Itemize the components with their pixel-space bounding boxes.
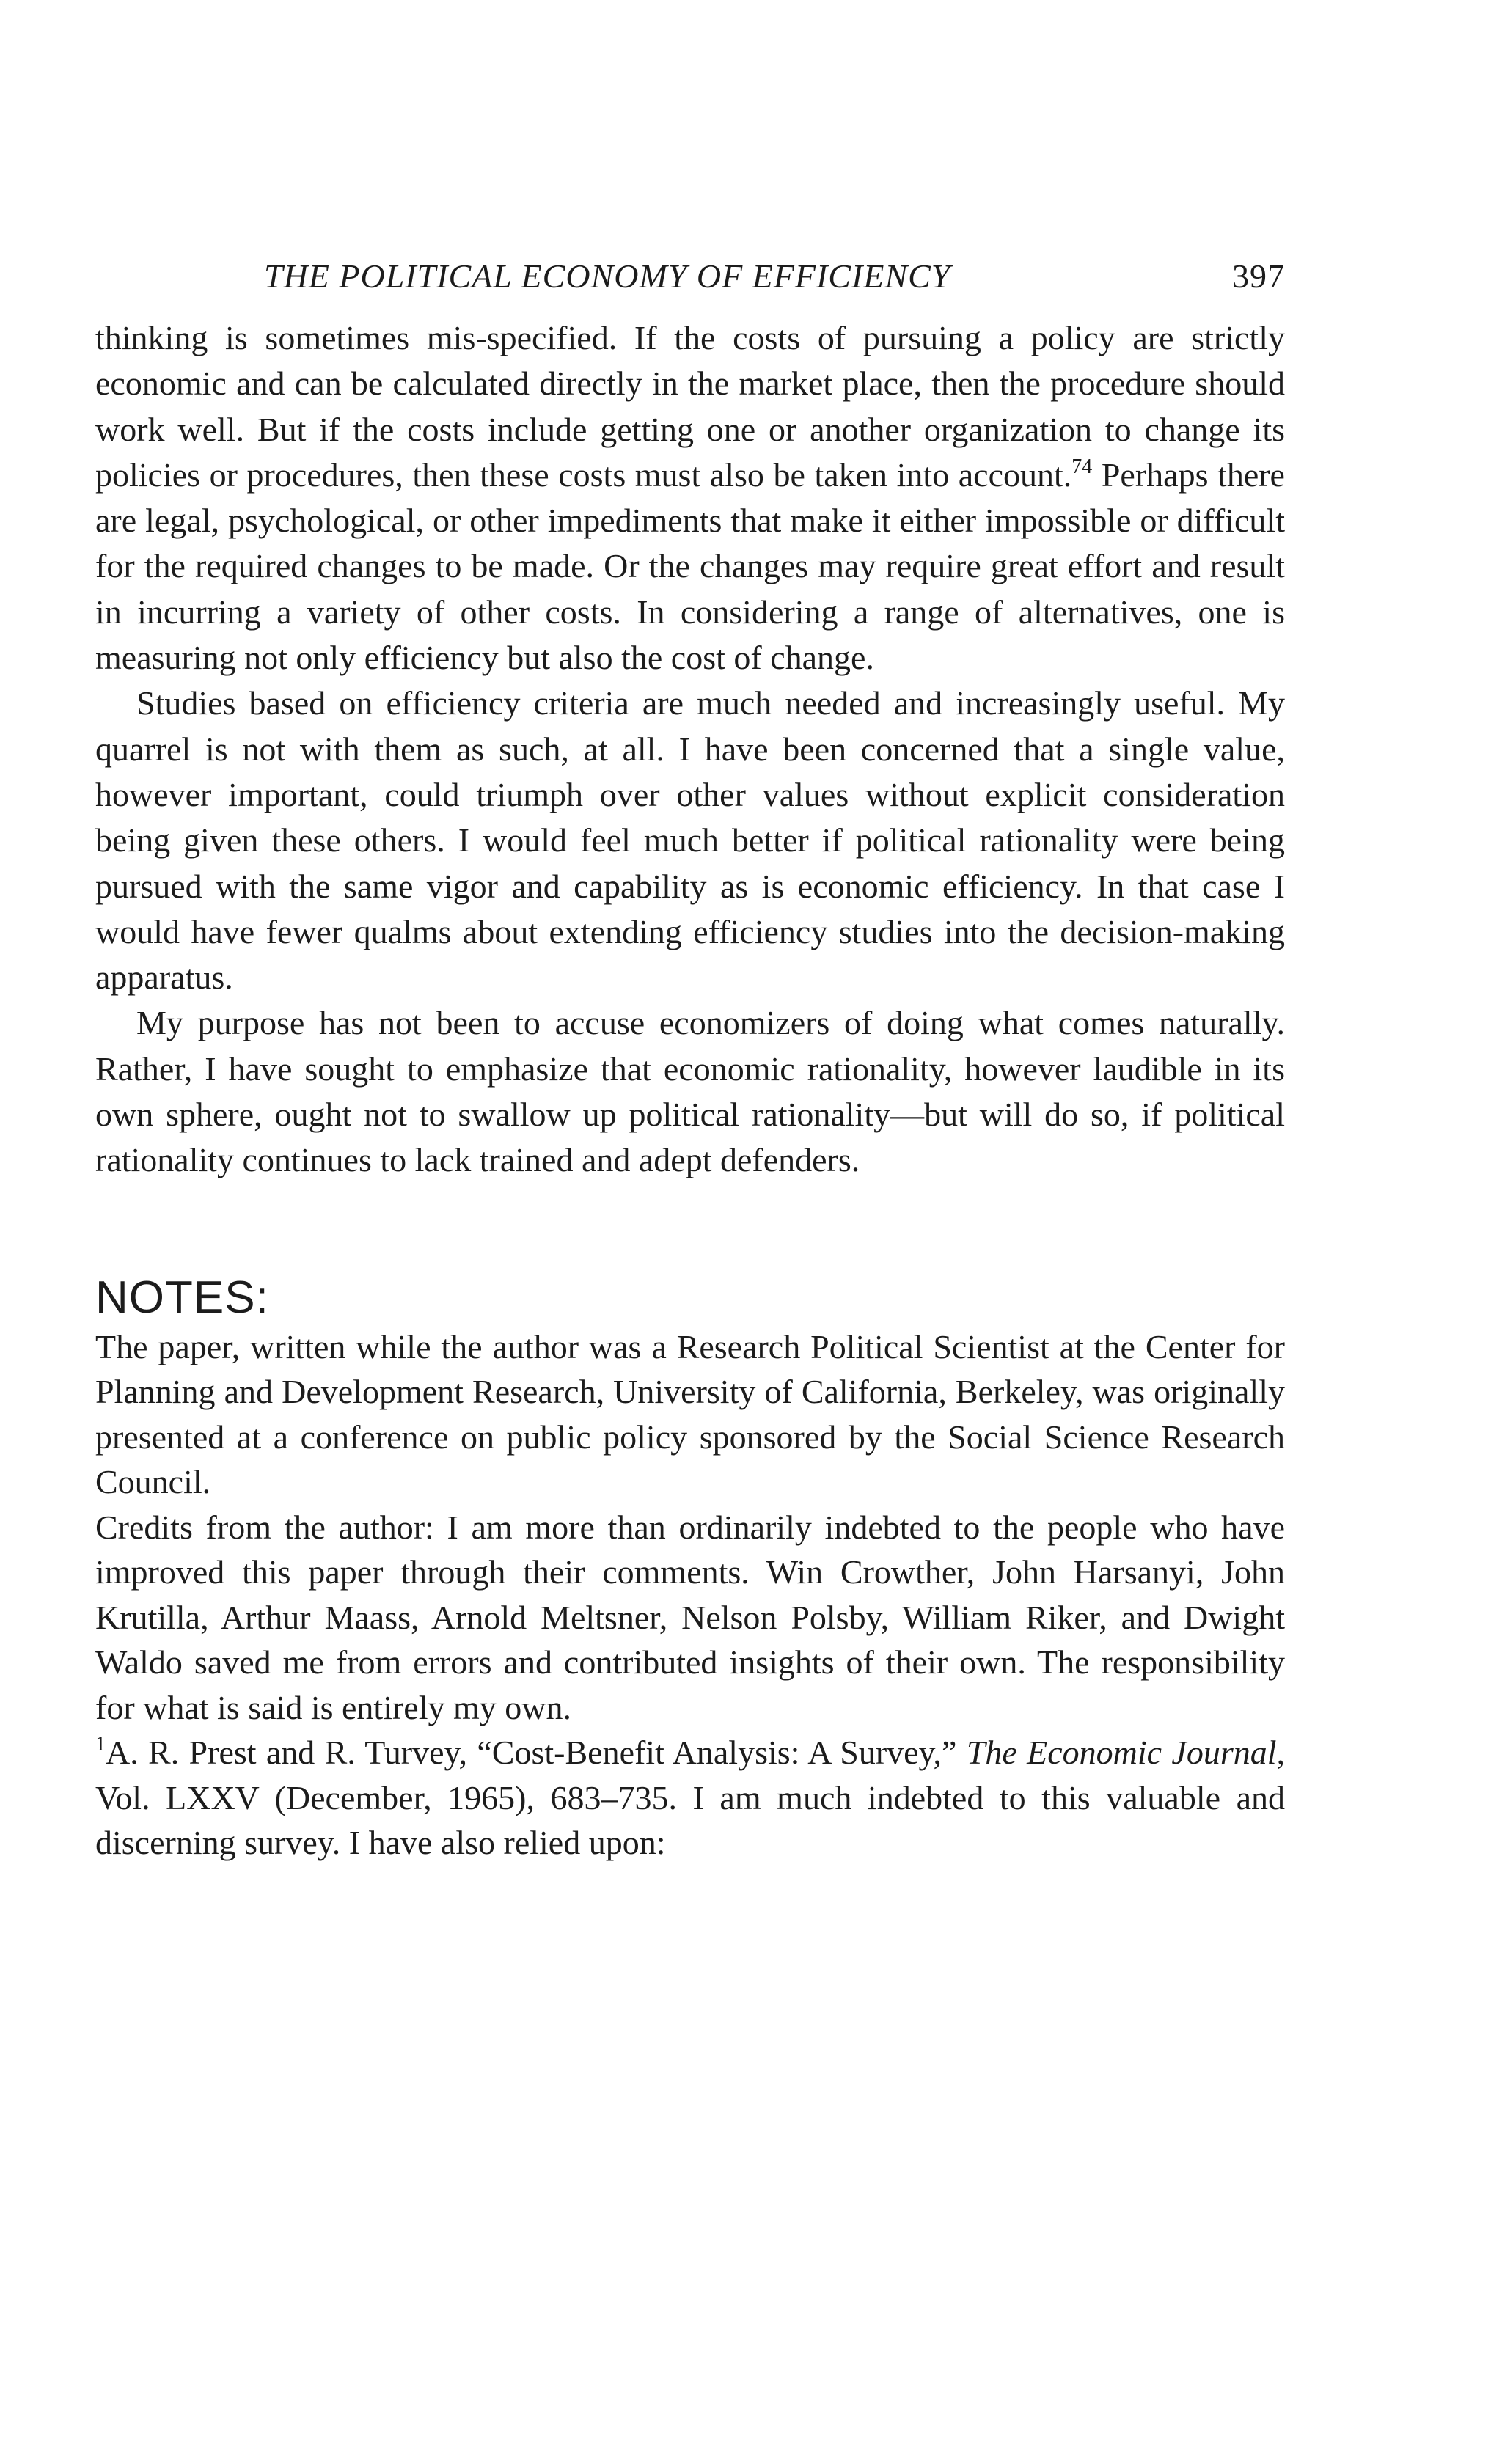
note-1-marker: 1 bbox=[95, 1733, 106, 1756]
note-author-affiliation: The paper, written while the author was a Research Political Scientist at the Center for Planning and Development Research, University of California, Berkeley, was originally presented at a conference on public policy sponsored by the Social Science Research Council. bbox=[95, 1327, 1285, 1501]
note-1 bbox=[95, 1730, 1285, 1866]
page-number: 397 bbox=[1232, 257, 1285, 295]
note-credits: Credits from the author: I am more than ordinarily indebted to the people who have improved this paper through their comments. Win Crowther, John Harsanyi, John Krutilla, Arthur Maass, Arnold Meltsner, Nelson Polsby, William Riker, and Dwight Waldo saved me from errors and contributed insights of their own. The responsibility for what is said is entirely my own. bbox=[95, 1508, 1285, 1726]
footnote-reference-74: 74 bbox=[1071, 455, 1093, 478]
note-1-journal-title: The Economic Journal, bbox=[966, 1734, 1285, 1772]
paragraph-3: My purpose has not been to accuse economizers of doing what comes naturally. Rather, I have sought to emphasize that economic rationality, however laudible in its own sphere, ought not to swallow up political rationality—but will do so, if political rationality continues to lack trained and adept defenders. bbox=[95, 1004, 1285, 1179]
note-1-text-b: Vol. LXXV (December, 1965), 683–735. I am much indebted to this valuable and discerning survey. I have also relied upon: bbox=[95, 1778, 1285, 1862]
paragraph-1 bbox=[95, 315, 1285, 681]
paragraph-1-text-b: Perhaps there are legal, psychological, or other impediments that make it either impossible or difficult for the required changes to be made. Or the changes may require great effort and result in incurring a variety of other costs. In considering a range of alternatives, one is measuring not only efficiency but also the cost of change. bbox=[95, 455, 1285, 677]
paragraph-1-text-a: thinking is sometimes mis-specified. If the costs of pursuing a policy are strictly economic and can be calculated directly in the market place, then the procedure should work well. But if the costs include getting one or another organization to change its policies or procedures, then these costs must also be taken into account. bbox=[95, 319, 1285, 494]
running-head-title: THE POLITICAL ECONOMY OF EFFICIENCY bbox=[264, 257, 951, 295]
notes-heading: NOTES: bbox=[95, 1272, 269, 1323]
page bbox=[95, 249, 1285, 1866]
paragraph-2: Studies based on efficiency criteria are much needed and increasingly useful. My quarrel is not with them as such, at all. I have been concerned that a single value, however important, could triumph over other values without explicit consideration being given these others. I would feel much better if political rationality were being pursued with the same vigor and capability as is economic efficiency. In that case I would have fewer qualms about extending efficiency studies into the decision-making apparatus. bbox=[95, 684, 1285, 997]
running-head bbox=[95, 249, 1285, 308]
body-text bbox=[95, 315, 1285, 1184]
note-1-text-a: A. R. Prest and R. Turvey, “Cost-Benefit Analysis: A Survey,” bbox=[106, 1734, 967, 1772]
notes-section bbox=[95, 1324, 1285, 1866]
